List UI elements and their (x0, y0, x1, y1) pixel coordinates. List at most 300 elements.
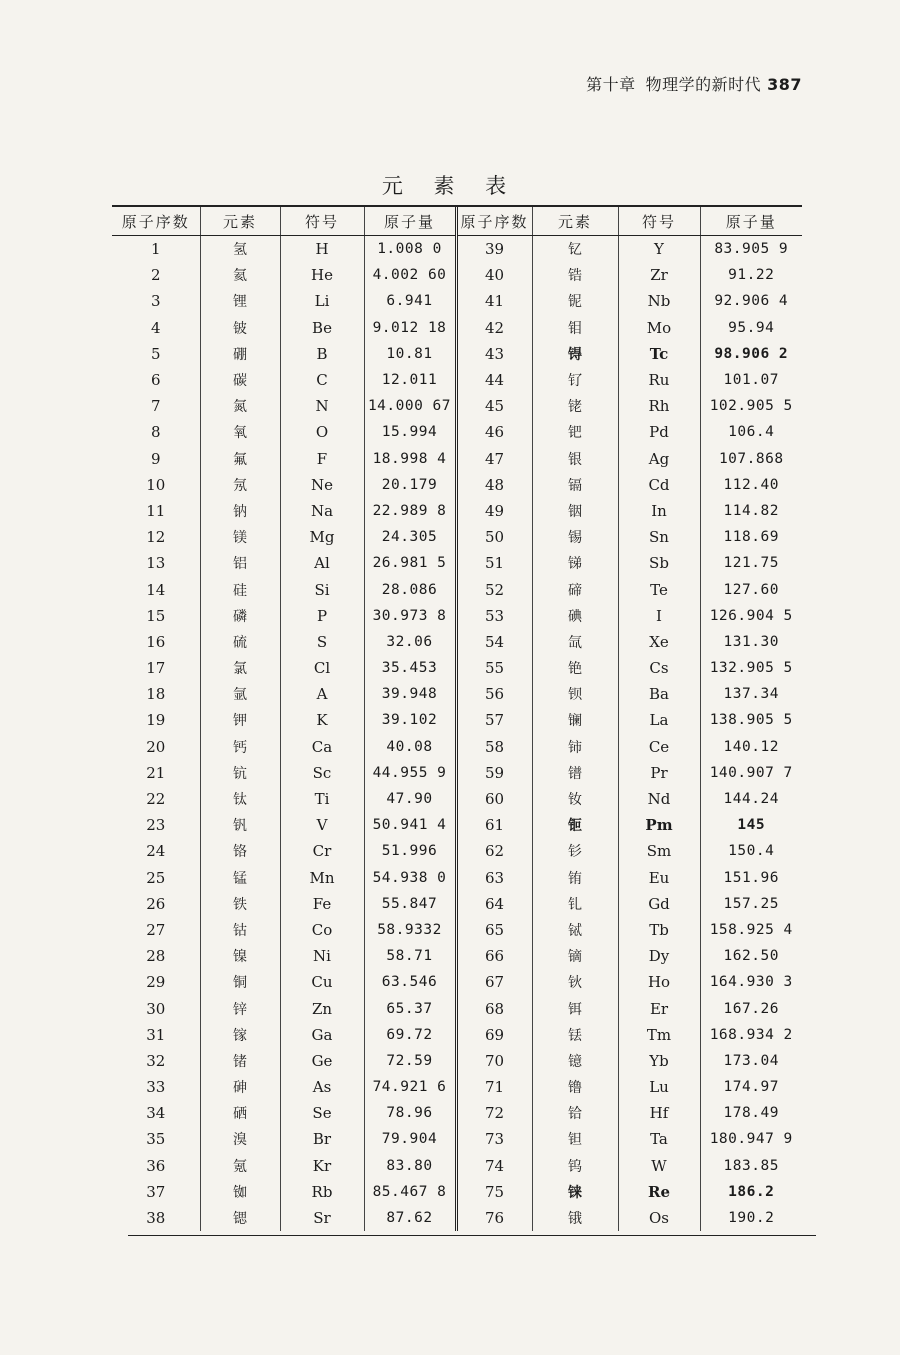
element-name-cell-right: 铌 (532, 288, 618, 314)
atomic-number-cell: 17 (146, 659, 166, 678)
atomic-weight-cell: 58.71 (364, 943, 456, 969)
atomic-number-cell-right: 52 (456, 576, 532, 602)
atomic-number-cell-right: 75 (456, 1179, 532, 1205)
element-name-cell: 氢 (200, 236, 280, 263)
element-name-cell-right: 镧 (532, 707, 618, 733)
atomic-weight-cell: 69.72 (364, 1022, 456, 1048)
atomic-number-cell-right: 69 (456, 1022, 532, 1048)
table-row (112, 1179, 802, 1205)
atomic-weight-cell: 47.90 (364, 786, 456, 812)
element-name-cell: 氖 (200, 472, 280, 498)
symbol-cell-right: Sm (618, 838, 700, 864)
atomic-number-cell: 29 (146, 973, 166, 992)
symbol-cell-right: Nb (618, 288, 700, 314)
symbol-cell-right: Ta (618, 1126, 700, 1152)
symbol-cell-right: La (618, 707, 700, 733)
element-name-cell-right: 铽 (532, 917, 618, 943)
atomic-number-cell: 4 (150, 318, 161, 337)
symbol-cell-right: Os (618, 1205, 700, 1231)
atomic-number-cell-right: 65 (456, 917, 532, 943)
symbol-cell: Mg (280, 524, 364, 550)
table-row (112, 603, 802, 629)
element-name-cell-right: 钽 (532, 1126, 618, 1152)
table-row (112, 760, 802, 786)
element-name-cell: 锌 (200, 995, 280, 1021)
atomic-weight-cell: 58.9332 (364, 917, 456, 943)
atomic-weight-cell: 26.981 5 (364, 550, 456, 576)
atomic-number-cell-right: 49 (456, 498, 532, 524)
element-name-cell: 钛 (200, 786, 280, 812)
element-name-cell: 钠 (200, 498, 280, 524)
symbol-cell: Al (280, 550, 364, 576)
atomic-number-cell-right: 53 (456, 603, 532, 629)
atomic-number-cell: 16 (146, 632, 166, 651)
element-name-cell: 镓 (200, 1022, 280, 1048)
atomic-weight-cell-right: 168.934 2 (700, 1022, 802, 1048)
element-name-cell: 铁 (200, 891, 280, 917)
atomic-number-cell-right: 66 (456, 943, 532, 969)
atomic-number-cell: 27 (146, 920, 166, 939)
atomic-weight-cell-right: 150.4 (700, 838, 802, 864)
element-name-cell: 钾 (200, 707, 280, 733)
table-row (112, 315, 802, 341)
atomic-weight-cell-right: 151.96 (700, 865, 802, 891)
symbol-cell-right: Mo (618, 315, 700, 341)
table-row (112, 838, 802, 864)
atomic-number-cell-right: 64 (456, 891, 532, 917)
table-row (112, 1074, 802, 1100)
table-row (112, 472, 802, 498)
element-name-cell-right: 钬 (532, 969, 618, 995)
atomic-weight-cell-right: 114.82 (700, 498, 802, 524)
atomic-number-cell-right: 71 (456, 1074, 532, 1100)
atomic-weight-cell: 6.941 (364, 288, 456, 314)
symbol-cell: Se (280, 1100, 364, 1126)
element-name-cell: 铷 (200, 1179, 280, 1205)
element-name-cell: 锰 (200, 865, 280, 891)
element-name-cell-right: 镥 (532, 1074, 618, 1100)
atomic-weight-cell: 18.998 4 (364, 446, 456, 472)
element-name-cell: 氦 (200, 262, 280, 288)
atomic-weight-cell: 54.938 0 (364, 865, 456, 891)
element-name-cell: 氧 (200, 419, 280, 445)
atomic-number-cell: 10 (146, 475, 166, 494)
atomic-number-cell-right: 55 (456, 655, 532, 681)
atomic-weight-cell: 87.62 (364, 1205, 456, 1231)
atomic-number-cell: 24 (146, 842, 166, 861)
symbol-cell: B (280, 341, 364, 367)
element-name-cell: 氪 (200, 1153, 280, 1179)
atomic-number-cell: 32 (146, 1051, 166, 1070)
symbol-cell-right: Zr (618, 262, 700, 288)
atomic-weight-cell: 30.973 8 (364, 603, 456, 629)
symbol-cell: P (280, 603, 364, 629)
element-name-cell: 溴 (200, 1126, 280, 1152)
element-name-cell: 硒 (200, 1100, 280, 1126)
atomic-number-cell-right: 48 (456, 472, 532, 498)
element-name-cell-right: 镨 (532, 760, 618, 786)
element-table (112, 207, 802, 1231)
element-name-cell-right: 锇 (532, 1205, 618, 1231)
atomic-number-cell-right: 73 (456, 1126, 532, 1152)
element-name-cell: 镍 (200, 943, 280, 969)
atomic-weight-cell-right: 101.07 (700, 367, 802, 393)
table-title: 元 素 表 (381, 174, 519, 198)
atomic-number-cell-right: 63 (456, 865, 532, 891)
element-name-cell-right: 钷 (532, 812, 618, 838)
symbol-cell-right: Ce (618, 734, 700, 760)
symbol-cell-right: Nd (618, 786, 700, 812)
atomic-weight-cell-right: 167.26 (700, 995, 802, 1021)
element-name-cell-right: 钆 (532, 891, 618, 917)
element-name-cell: 铬 (200, 838, 280, 864)
element-name-cell-right: 钐 (532, 838, 618, 864)
atomic-number-cell-right: 54 (456, 629, 532, 655)
table-row (112, 576, 802, 602)
atomic-weight-cell-right: 144.24 (700, 786, 802, 812)
symbol-cell: Kr (280, 1153, 364, 1179)
symbol-cell: F (280, 446, 364, 472)
symbol-cell-right: Eu (618, 865, 700, 891)
symbol-cell-right: W (618, 1153, 700, 1179)
element-name-cell: 锂 (200, 288, 280, 314)
atomic-weight-cell-right: 145 (700, 812, 802, 838)
atomic-number-cell-right: 44 (456, 367, 532, 393)
element-name-cell: 氯 (200, 655, 280, 681)
element-name-cell-right: 铼 (532, 1179, 618, 1205)
atomic-weight-cell-right: 95.94 (700, 315, 802, 341)
symbol-cell-right: Sb (618, 550, 700, 576)
symbol-cell: Zn (280, 995, 364, 1021)
atomic-weight-cell-right: 140.12 (700, 734, 802, 760)
atomic-number-cell: 5 (150, 344, 161, 363)
symbol-cell-right: Ho (618, 969, 700, 995)
element-name-cell-right: 铯 (532, 655, 618, 681)
atomic-number-cell: 6 (150, 371, 161, 390)
atomic-weight-cell: 74.921 6 (364, 1074, 456, 1100)
atomic-weight-cell-right: 106.4 (700, 419, 802, 445)
symbol-cell: Cl (280, 655, 364, 681)
table-row (112, 1205, 802, 1231)
table-row (112, 446, 802, 472)
symbol-cell: He (280, 262, 364, 288)
element-name-cell: 碳 (200, 367, 280, 393)
element-name-cell-right: 铒 (532, 995, 618, 1021)
table-row (112, 681, 802, 707)
atomic-weight-cell-right: 186.2 (700, 1179, 802, 1205)
atomic-weight-cell: 22.989 8 (364, 498, 456, 524)
atomic-number-cell: 26 (146, 894, 166, 913)
atomic-number-cell: 37 (146, 1182, 166, 1201)
atomic-weight-cell-right: 126.904 5 (700, 603, 802, 629)
atomic-number-cell-right: 58 (456, 734, 532, 760)
symbol-cell: As (280, 1074, 364, 1100)
table-row (112, 943, 802, 969)
atomic-weight-cell-right: 118.69 (700, 524, 802, 550)
symbol-cell: Li (280, 288, 364, 314)
atomic-number-cell: 28 (146, 947, 166, 966)
atomic-weight-cell: 4.002 60 (364, 262, 456, 288)
atomic-weight-cell-right: 112.40 (700, 472, 802, 498)
symbol-cell: Mn (280, 865, 364, 891)
col-header-symbol: 符号 (280, 207, 364, 236)
symbol-cell: K (280, 707, 364, 733)
atomic-number-cell: 18 (146, 685, 166, 704)
table-row (112, 236, 802, 263)
atomic-number-cell: 7 (150, 397, 161, 416)
atomic-number-cell: 23 (146, 816, 166, 835)
atomic-weight-cell-right: 127.60 (700, 576, 802, 602)
atomic-weight-cell: 78.96 (364, 1100, 456, 1126)
atomic-weight-cell: 28.086 (364, 576, 456, 602)
element-name-cell-right: 镉 (532, 472, 618, 498)
atomic-weight-cell: 50.941 4 (364, 812, 456, 838)
element-name-cell: 钒 (200, 812, 280, 838)
element-name-cell: 磷 (200, 603, 280, 629)
atomic-number-cell: 34 (146, 1104, 166, 1123)
atomic-weight-cell: 72.59 (364, 1048, 456, 1074)
atomic-number-cell-right: 40 (456, 262, 532, 288)
atomic-number-cell-right: 76 (456, 1205, 532, 1231)
col-header-element: 元素 (200, 207, 280, 236)
element-name-cell-right: 钇 (532, 236, 618, 263)
table-body (112, 236, 802, 1232)
table-row (112, 419, 802, 445)
element-name-cell-right: 钯 (532, 419, 618, 445)
col-header-element-right: 元素 (532, 207, 618, 236)
atomic-number-cell-right: 61 (456, 812, 532, 838)
atomic-number-cell-right: 57 (456, 707, 532, 733)
element-name-cell-right: 铟 (532, 498, 618, 524)
symbol-cell-right: In (618, 498, 700, 524)
atomic-number-cell: 12 (146, 528, 166, 547)
element-table-wrapper (112, 205, 802, 1231)
symbol-cell-right: Yb (618, 1048, 700, 1074)
table-row (112, 1022, 802, 1048)
atomic-weight-cell: 79.904 (364, 1126, 456, 1152)
atomic-weight-cell-right: 138.905 5 (700, 707, 802, 733)
symbol-cell: A (280, 681, 364, 707)
symbol-cell-right: Re (618, 1179, 700, 1205)
symbol-cell-right: Pr (618, 760, 700, 786)
table-row (112, 969, 802, 995)
atomic-number-cell-right: 43 (456, 341, 532, 367)
atomic-number-cell-right: 41 (456, 288, 532, 314)
table-row (112, 734, 802, 760)
atomic-number-cell: 14 (146, 580, 166, 599)
symbol-cell: Fe (280, 891, 364, 917)
element-name-cell: 氩 (200, 681, 280, 707)
atomic-weight-cell-right: 121.75 (700, 550, 802, 576)
table-row (112, 393, 802, 419)
symbol-cell: Sc (280, 760, 364, 786)
symbol-cell: O (280, 419, 364, 445)
atomic-weight-cell-right: 102.905 5 (700, 393, 802, 419)
atomic-weight-cell: 20.179 (364, 472, 456, 498)
symbol-cell-right: I (618, 603, 700, 629)
atomic-weight-cell-right: 164.930 3 (700, 969, 802, 995)
atomic-weight-cell: 55.847 (364, 891, 456, 917)
symbol-cell: C (280, 367, 364, 393)
symbol-cell: H (280, 236, 364, 263)
chapter-title: 物理学的新时代 (645, 75, 762, 94)
symbol-cell-right: Er (618, 995, 700, 1021)
chapter-label: 第十章 (586, 75, 636, 94)
atomic-number-cell: 36 (146, 1156, 166, 1175)
element-name-cell: 钙 (200, 734, 280, 760)
atomic-weight-cell: 65.37 (364, 995, 456, 1021)
symbol-cell: Br (280, 1126, 364, 1152)
symbol-cell: Na (280, 498, 364, 524)
table-row (112, 498, 802, 524)
col-header-atomic-weight: 原子量 (364, 207, 456, 236)
element-name-cell-right: 铑 (532, 393, 618, 419)
atomic-weight-cell: 39.948 (364, 681, 456, 707)
atomic-weight-cell-right: 132.905 5 (700, 655, 802, 681)
atomic-number-cell: 20 (146, 737, 166, 756)
symbol-cell-right: Rh (618, 393, 700, 419)
element-name-cell: 钪 (200, 760, 280, 786)
table-row (112, 341, 802, 367)
atomic-weight-cell: 32.06 (364, 629, 456, 655)
table-row (112, 812, 802, 838)
symbol-cell-right: Te (618, 576, 700, 602)
table-row (112, 288, 802, 314)
table-row (112, 995, 802, 1021)
col-header-atomic-weight-right: 原子量 (700, 207, 802, 236)
atomic-number-cell-right: 74 (456, 1153, 532, 1179)
atomic-weight-cell: 35.453 (364, 655, 456, 681)
running-header (586, 72, 802, 95)
symbol-cell: Ti (280, 786, 364, 812)
symbol-cell: Ga (280, 1022, 364, 1048)
symbol-cell-right: Tc (618, 341, 700, 367)
symbol-cell-right: Pm (618, 812, 700, 838)
table-row (112, 1100, 802, 1126)
atomic-weight-cell-right: 173.04 (700, 1048, 802, 1074)
atomic-weight-cell-right: 137.34 (700, 681, 802, 707)
atomic-weight-cell: 39.102 (364, 707, 456, 733)
element-name-cell-right: 钕 (532, 786, 618, 812)
table-row (112, 655, 802, 681)
atomic-weight-cell-right: 98.906 2 (700, 341, 802, 367)
atomic-number-cell: 35 (146, 1130, 166, 1149)
atomic-number-cell-right: 45 (456, 393, 532, 419)
symbol-cell-right: Xe (618, 629, 700, 655)
atomic-number-cell: 11 (146, 501, 166, 520)
atomic-number-cell: 25 (146, 868, 166, 887)
atomic-number-cell: 2 (150, 266, 161, 285)
table-row (112, 707, 802, 733)
element-name-cell-right: 钨 (532, 1153, 618, 1179)
element-name-cell-right: 钡 (532, 681, 618, 707)
atomic-weight-cell: 83.80 (364, 1153, 456, 1179)
atomic-weight-cell: 63.546 (364, 969, 456, 995)
symbol-cell-right: Dy (618, 943, 700, 969)
element-name-cell: 硫 (200, 629, 280, 655)
element-name-cell: 铝 (200, 550, 280, 576)
symbol-cell-right: Ru (618, 367, 700, 393)
atomic-number-cell-right: 62 (456, 838, 532, 864)
symbol-cell: Ca (280, 734, 364, 760)
atomic-number-cell-right: 56 (456, 681, 532, 707)
atomic-weight-cell: 12.011 (364, 367, 456, 393)
symbol-cell: Ne (280, 472, 364, 498)
element-name-cell-right: 锑 (532, 550, 618, 576)
atomic-number-cell: 31 (146, 1025, 166, 1044)
atomic-number-cell-right: 50 (456, 524, 532, 550)
atomic-number-cell-right: 47 (456, 446, 532, 472)
symbol-cell-right: Tb (618, 917, 700, 943)
symbol-cell: Be (280, 315, 364, 341)
atomic-weight-cell: 14.000 67 (364, 393, 456, 419)
symbol-cell: Cu (280, 969, 364, 995)
symbol-cell-right: Pd (618, 419, 700, 445)
table-row (112, 629, 802, 655)
symbol-cell: Rb (280, 1179, 364, 1205)
atomic-weight-cell: 85.467 8 (364, 1179, 456, 1205)
element-name-cell: 硼 (200, 341, 280, 367)
symbol-cell: V (280, 812, 364, 838)
symbol-cell-right: Ag (618, 446, 700, 472)
symbol-cell: S (280, 629, 364, 655)
table-row (112, 1126, 802, 1152)
atomic-number-cell-right: 59 (456, 760, 532, 786)
atomic-weight-cell: 10.81 (364, 341, 456, 367)
element-name-cell: 砷 (200, 1074, 280, 1100)
element-name-cell-right: 铥 (532, 1022, 618, 1048)
atomic-weight-cell: 15.994 (364, 419, 456, 445)
atomic-number-cell-right: 68 (456, 995, 532, 1021)
table-row (112, 865, 802, 891)
table-row (112, 262, 802, 288)
symbol-cell-right: Cs (618, 655, 700, 681)
element-name-cell: 钴 (200, 917, 280, 943)
atomic-number-cell-right: 70 (456, 1048, 532, 1074)
table-row (112, 786, 802, 812)
atomic-weight-cell-right: 131.30 (700, 629, 802, 655)
element-name-cell-right: 碲 (532, 576, 618, 602)
atomic-weight-cell: 24.305 (364, 524, 456, 550)
element-name-cell-right: 锆 (532, 262, 618, 288)
atomic-number-cell-right: 67 (456, 969, 532, 995)
symbol-cell: Sr (280, 1205, 364, 1231)
atomic-weight-cell-right: 92.906 4 (700, 288, 802, 314)
atomic-weight-cell-right: 157.25 (700, 891, 802, 917)
element-name-cell-right: 铈 (532, 734, 618, 760)
atomic-number-cell-right: 46 (456, 419, 532, 445)
element-name-cell-right: 镱 (532, 1048, 618, 1074)
table-row (112, 367, 802, 393)
symbol-cell-right: Sn (618, 524, 700, 550)
symbol-cell-right: Y (618, 236, 700, 263)
element-name-cell: 镁 (200, 524, 280, 550)
symbol-cell-right: Lu (618, 1074, 700, 1100)
element-name-cell-right: 锡 (532, 524, 618, 550)
symbol-cell-right: Hf (618, 1100, 700, 1126)
atomic-weight-cell-right: 174.97 (700, 1074, 802, 1100)
atomic-number-cell: 1 (150, 240, 161, 259)
symbol-cell: N (280, 393, 364, 419)
atomic-number-cell: 13 (146, 554, 166, 573)
symbol-cell: Co (280, 917, 364, 943)
atomic-number-cell: 22 (146, 790, 166, 809)
atomic-number-cell: 8 (150, 423, 161, 442)
element-name-cell: 锶 (200, 1205, 280, 1231)
element-name-cell: 硅 (200, 576, 280, 602)
atomic-weight-cell-right: 107.868 (700, 446, 802, 472)
element-name-cell: 铍 (200, 315, 280, 341)
